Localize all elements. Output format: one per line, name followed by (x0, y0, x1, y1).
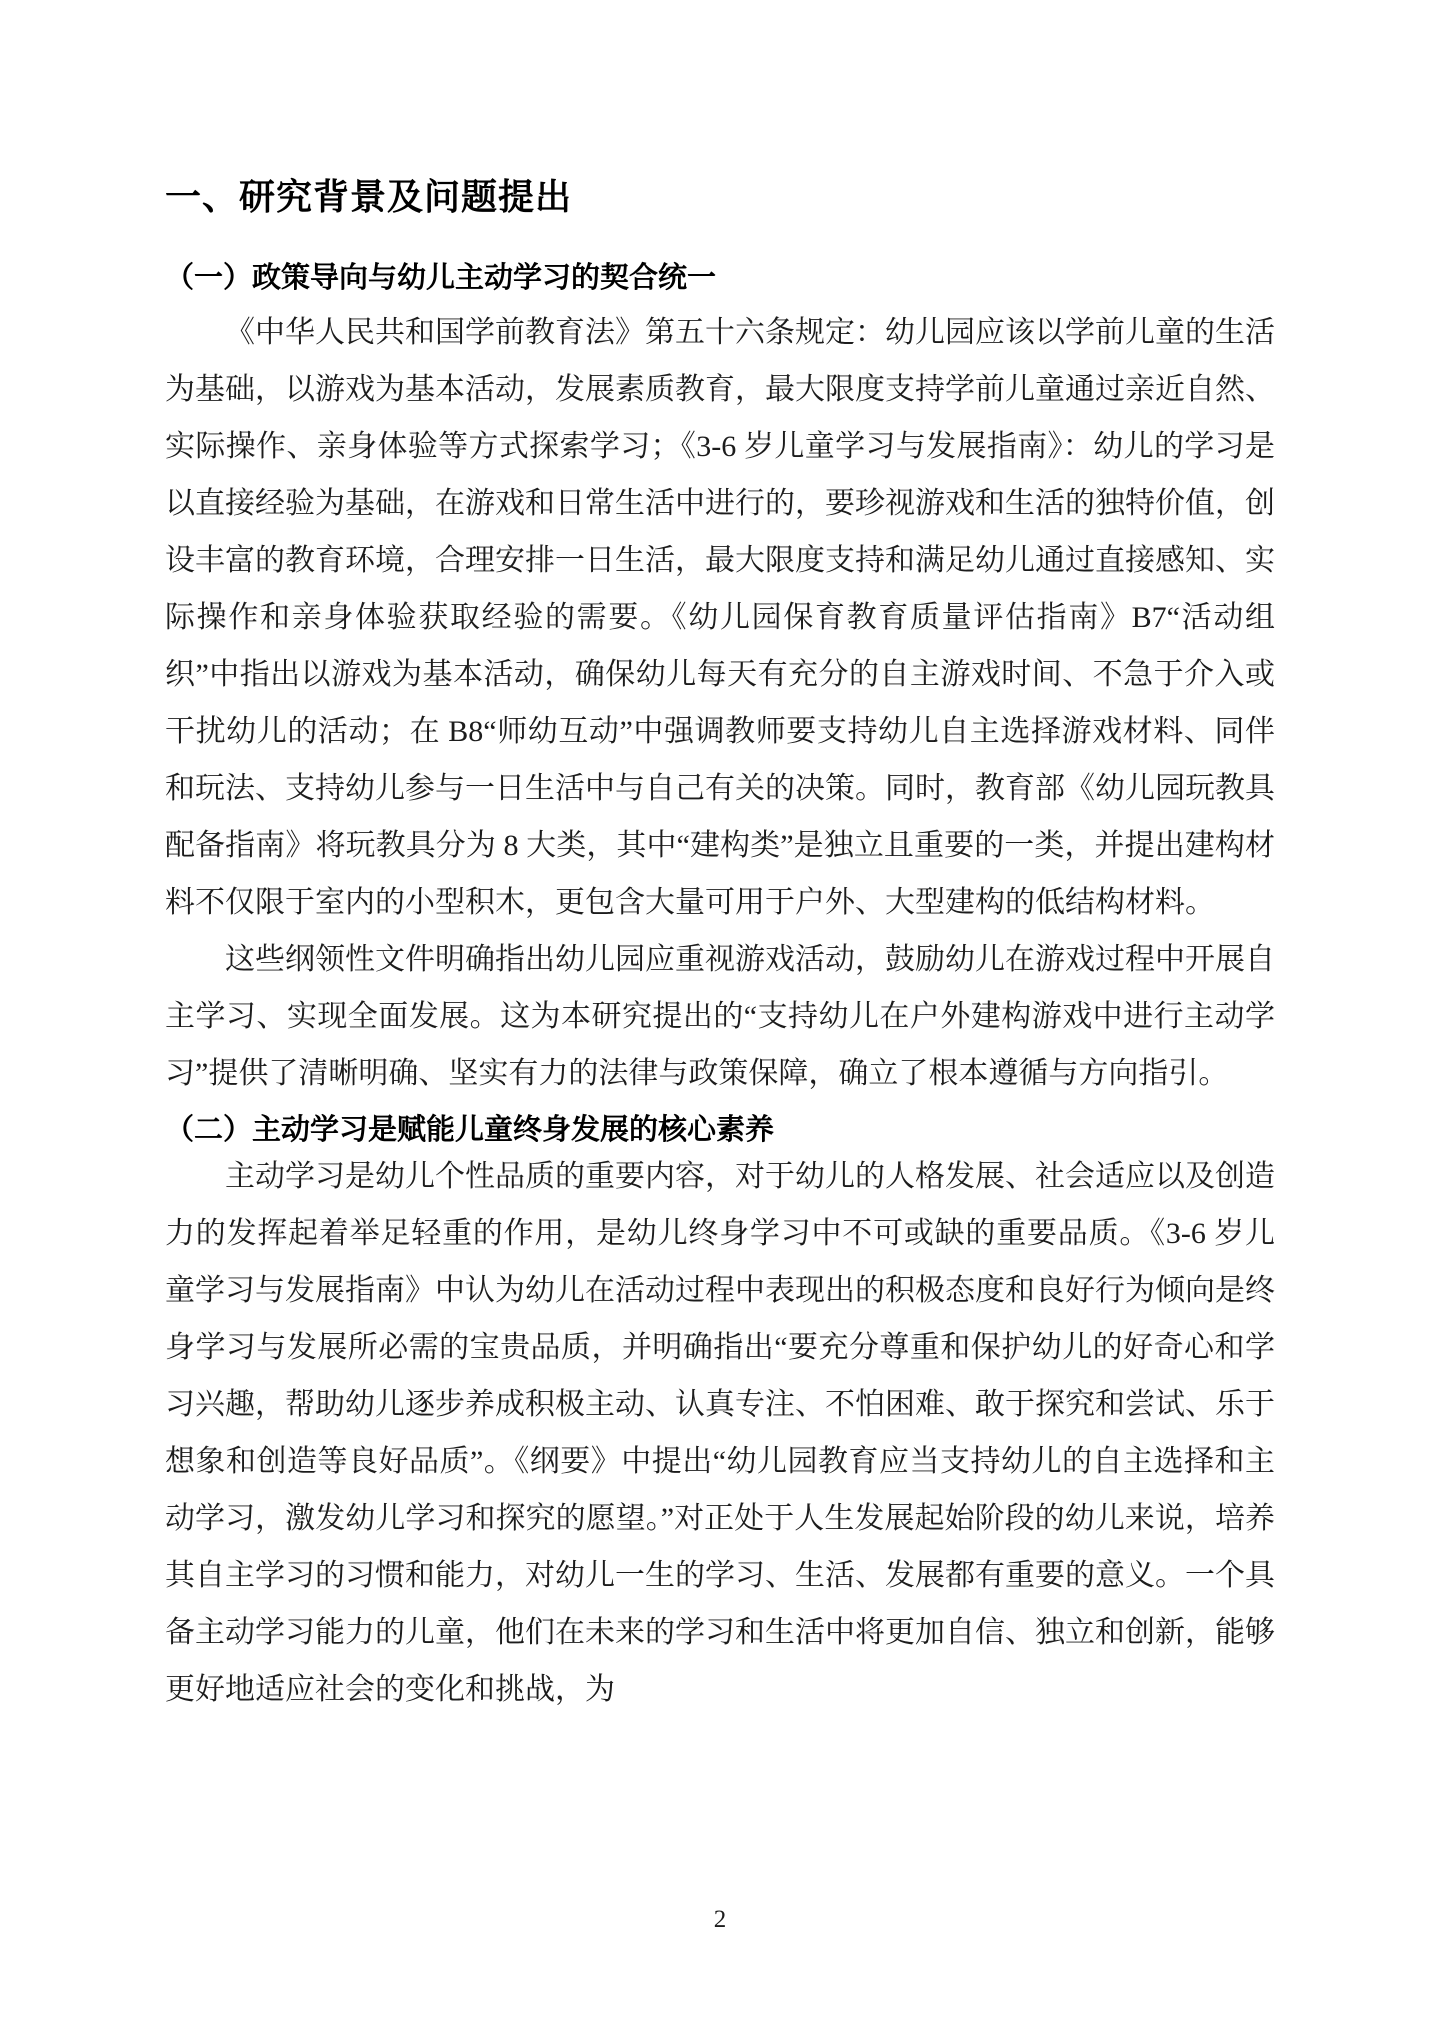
section-heading-1: （一）政策导向与幼儿主动学习的契合统一 (165, 262, 717, 294)
paragraph-2: 这些纲领性文件明确指出幼儿园应重视游戏活动，鼓励幼儿在游戏过程中开展自主学习、实现全面发展。这为本研究提出的“支持幼儿在户外建构游戏中进行主动学习”提供了清晰明确、坚实有力的法律与政策保障，确立了根本遵循与方向指引。 (165, 943, 1275, 1090)
page-number: 2 (713, 1906, 727, 1933)
main-heading: 一、研究背景及问题提出 (165, 176, 573, 217)
paragraph-1: 《中华人民共和国学前教育法》第五十六条规定：幼儿园应该以学前儿童的生活为基础，以游戏为基本活动，发展素质教育，最大限度支持学前儿童通过亲近自然、实际操作、亲身体验等方式探索学习；《3-6 岁儿童学习与发展指南》：幼儿的学习是以直接经验为基础，在游戏和日常生活中进行的，要珍视游戏和生活的独特价值，创设丰富的教育环境，合理安排一日生活，最大限度支持和满足幼儿通过直接感知、实际操作和亲身体验获取经验的需要。《幼儿园保育教育质量评估指南》B7“活动组织”中指出以游戏为基本活动，确保幼儿每天有充分的自主游戏时间、不急于介入或干扰幼儿的活动；在 B8“师幼互动”中强调教师要支持幼儿自主选择游戏材料、同伴和玩法、支持幼儿参与一日生活中与自己有关的决策。同时，教育部《幼儿园玩教具配备指南》将玩教具分为 8 大类，其中“建构类”是独立且重要的一类，并提出建构材料不仅限于室内的小型积木，更包含大量可用于户外、大型建构的低结构材料。 (165, 316, 1275, 919)
section-heading-2: （二）主动学习是赋能儿童终身发展的核心素养 (165, 1114, 775, 1146)
paragraph-3: 主动学习是幼儿个性品质的重要内容，对于幼儿的人格发展、社会适应以及创造力的发挥起着举足轻重的作用，是幼儿终身学习中不可或缺的重要品质。《3-6 岁儿童学习与发展指南》中认为幼儿在活动过程中表现出的积极态度和良好行为倾向是终身学习与发展所必需的宝贵品质，并明确指出“要充分尊重和保护幼儿的好奇心和学习兴趣，帮助幼儿逐步养成积极主动、认真专注、不怕困难、敢于探究和尝试、乐于想象和创造等良好品质”。《纲要》中提出“幼儿园教育应当支持幼儿的自主选择和主动学习，激发幼儿学习和探究的愿望。”对正处于人生发展起始阶段的幼儿来说，培养其自主学习的习惯和能力，对幼儿一生的学习、生活、发展都有重要的意义。一个具备主动学习能力的儿童，他们在未来的学习和生活中将更加自信、独立和创新，能够更好地适应社会的变化和挑战，为 (165, 1160, 1275, 1706)
